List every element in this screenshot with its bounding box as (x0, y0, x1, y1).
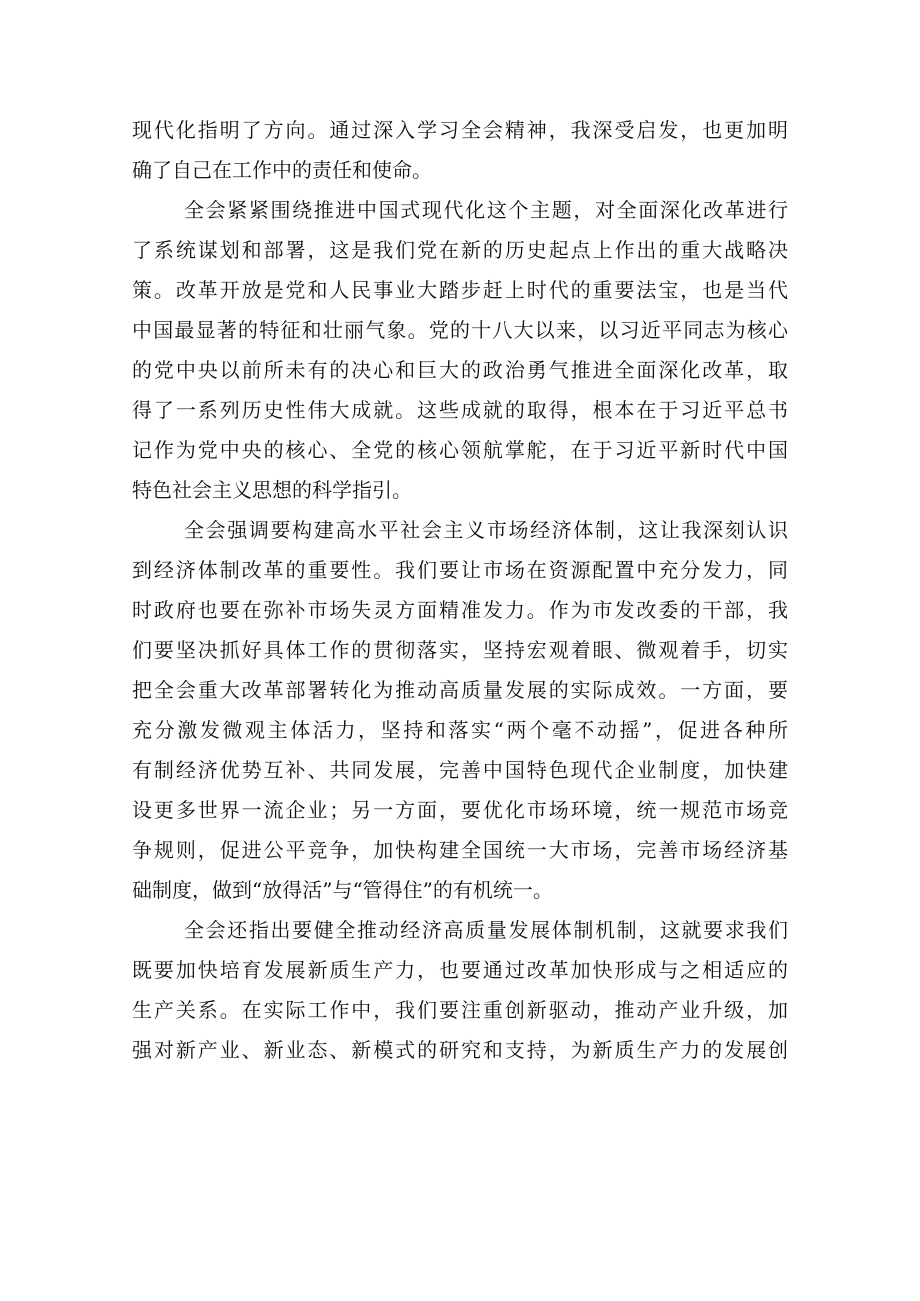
text-line: 中国最显著的特征和壮丽气象。党的十八大以来，以习近平同志为核心 (132, 318, 788, 342)
text-line: 时政府也要在弥补市场失灵方面精准发力。作为市发改委的干部，我 (132, 598, 788, 622)
text-line: 到经济体制改革的重要性。我们要让市场在资源配置中充分发力，同 (132, 558, 788, 582)
text-line: 有制经济优势互补、共同发展，完善中国特色现代企业制度，加快建 (132, 758, 788, 782)
paragraph-first-line: 全会强调要构建高水平社会主义市场经济体制，这让我深刻认识 (184, 518, 788, 542)
text-line: 生产关系。在实际工作中，我们要注重创新驱动，推动产业升级，加 (132, 998, 788, 1022)
text-line: 把全会重大改革部署转化为推动高质量发展的实际成效。一方面，要 (132, 678, 788, 702)
text-line: 础制度，做到“放得活”与“管得住”的有机统一。 (132, 878, 553, 902)
text-line: 充分激发微观主体活力，坚持和落实“两个毫不动摇”，促进各种所 (132, 718, 788, 742)
paragraph-first-line: 全会紧紧围绕推进中国式现代化这个主题，对全面深化改革进行 (184, 198, 788, 222)
text-line: 强对新产业、新业态、新模式的研究和支持，为新质生产力的发展创 (132, 1038, 788, 1062)
text-line: 了系统谋划和部署，这是我们党在新的历史起点上作出的重大战略决 (132, 238, 788, 262)
text-line: 得了一系列历史性伟大成就。这些成就的取得，根本在于习近平总书 (132, 398, 788, 422)
document-body (132, 110, 788, 1070)
text-line: 记作为党中央的核心、全党的核心领航掌舵，在于习近平新时代中国 (132, 438, 788, 462)
text-line: 确了自己在工作中的责任和使命。 (132, 158, 432, 182)
text-line: 既要加快培育发展新质生产力，也要通过改革加快形成与之相适应的 (132, 958, 788, 982)
text-line: 设更多世界一流企业；另一方面，要优化市场环境，统一规范市场竞 (132, 798, 788, 822)
text-line: 争规则，促进公平竞争，加快构建全国统一大市场，完善市场经济基 (132, 838, 788, 862)
text-line: 特色社会主义思想的科学指引。 (132, 478, 412, 502)
paragraph-first-line: 全会还指出要健全推动经济高质量发展体制机制，这就要求我们 (184, 918, 788, 942)
text-line: 策。改革开放是党和人民事业大踏步赶上时代的重要法宝，也是当代 (132, 278, 788, 302)
text-line: 现代化指明了方向。通过深入学习全会精神，我深受启发，也更加明 (132, 118, 788, 142)
text-line: 们要坚决抓好具体工作的贯彻落实，坚持宏观着眼、微观着手，切实 (132, 638, 788, 662)
text-line: 的党中央以前所未有的决心和巨大的政治勇气推进全面深化改革，取 (132, 358, 788, 382)
